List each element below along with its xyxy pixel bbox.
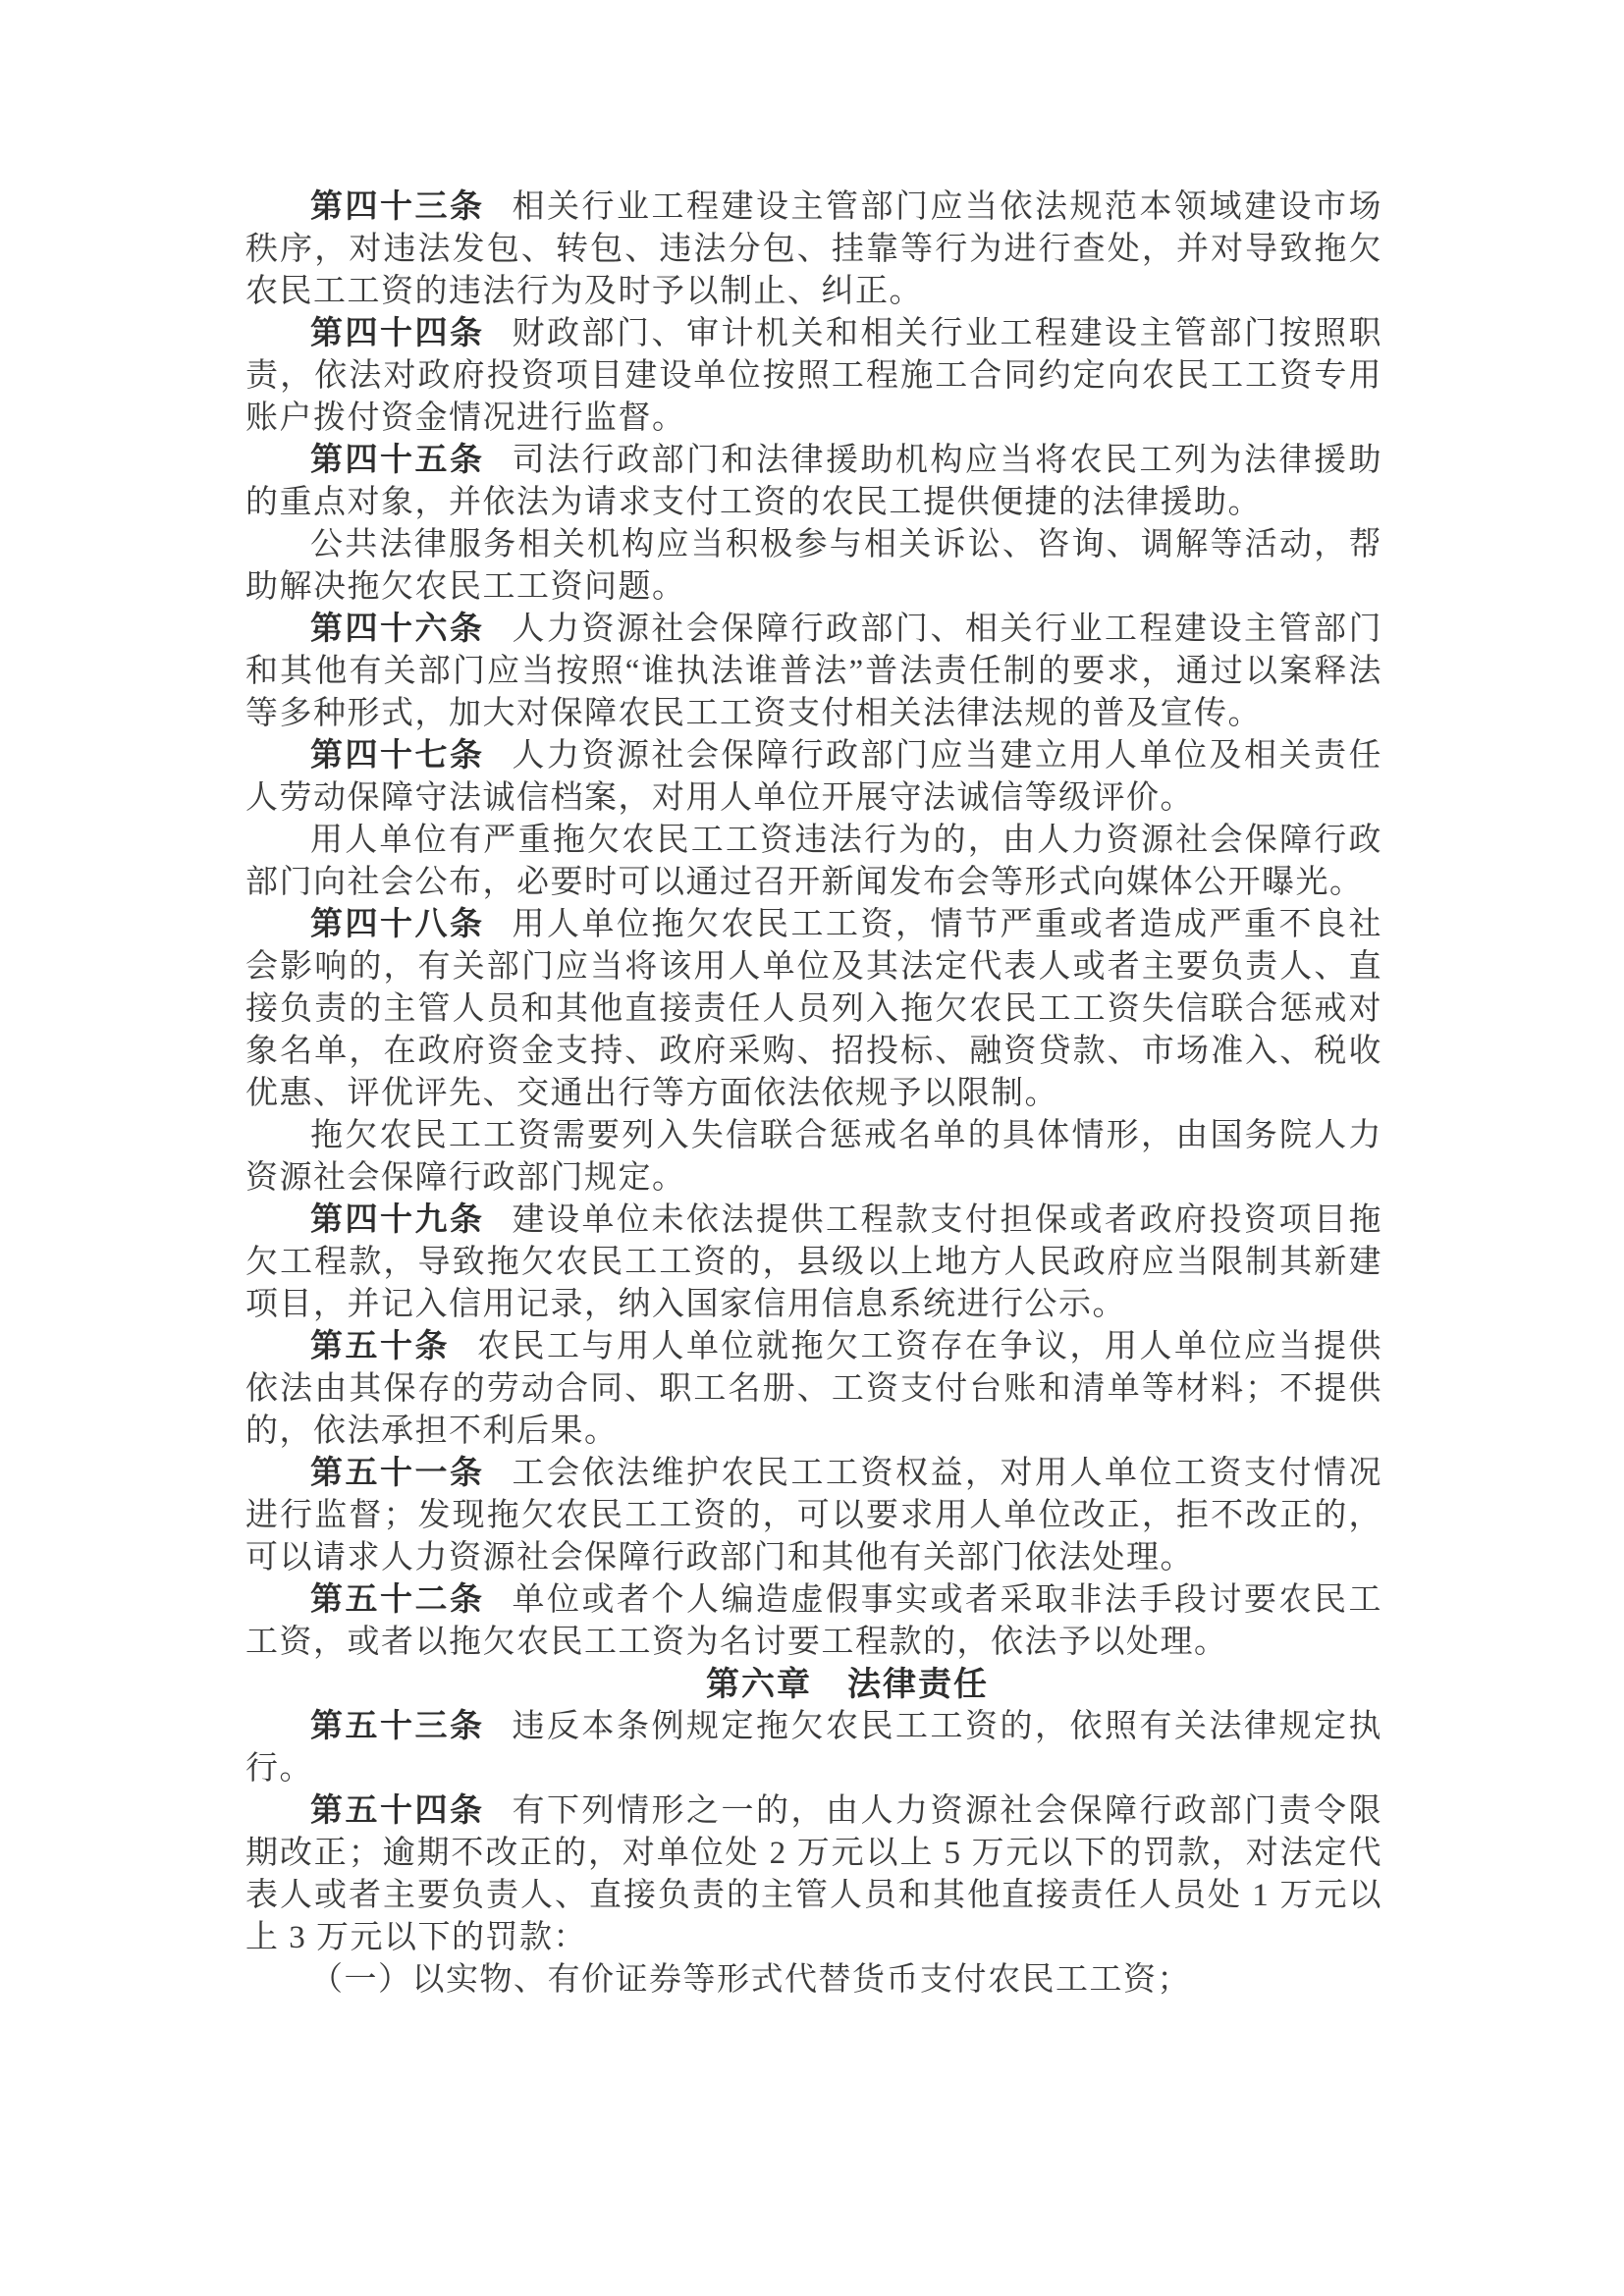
article-text: 司法行政部门和法律援助机构应当将农民工列为法律援助的重点对象，并依法为请求支付工资的农民工提供便捷的法律援助。 <box>245 443 1383 520</box>
article-paragraph <box>245 1790 1382 1959</box>
article-paragraph <box>245 1579 1382 1664</box>
article-paragraph <box>245 1453 1382 1579</box>
article-paragraph <box>245 1326 1382 1453</box>
article-text: 农民工与用人单位就拖欠工资存在争议，用人单位应当提供依法由其保存的劳动合同、职工名册、工资支付台账和清单等材料；不提供的，依法承担不利后果。 <box>245 1329 1383 1449</box>
article-text: （一）以实物、有价证券等形式代替货币支付农民工工资； <box>310 1962 1191 1998</box>
article-paragraph <box>245 609 1382 735</box>
article-paragraph <box>245 1200 1382 1326</box>
article-number: 第四十三条 <box>310 189 485 225</box>
article-text: 相关行业工程建设主管部门应当依法规范本领域建设市场秩序，对违法发包、转包、违法分包、挂靠等行为进行查处，并对导致拖欠农民工工资的违法行为及时予以制止、纠正。 <box>245 189 1383 309</box>
article-text: 人力资源社会保障行政部门、相关行业工程建设主管部门和其他有关部门应当按照“谁执法谁普法”普法责任制的要求，通过以案释法等多种形式，加大对保障农民工工资支付相关法律法规的普及宣传。 <box>245 612 1383 731</box>
article-number: 第四十六条 <box>310 612 485 647</box>
article-paragraph <box>245 440 1382 524</box>
article-number: 第四十四条 <box>310 316 485 351</box>
article-text: 财政部门、审计机关和相关行业工程建设主管部门按照职责，依法对政府投资项目建设单位按照工程施工合同约定向农民工工资专用账户拨付资金情况进行监督。 <box>245 316 1383 436</box>
article-paragraph <box>245 524 1382 609</box>
chapter-heading: 第六章 法律责任 <box>706 1667 989 1703</box>
article-text: 建设单位未依法提供工程款支付担保或者政府投资项目拖欠工程款，导致拖欠农民工工资的，县级以上地方人民政府应当限制其新建项目，并记入信用记录，纳入国家信用信息系统进行公示。 <box>245 1202 1383 1322</box>
article-text: 有下列情形之一的，由人力资源社会保障行政部门责令限期改正；逾期不改正的，对单位处 2 万元以上 5 万元以下的罚款，对法定代表人或者主要负责人、直接负责的主管人员和其他直接责任人员处 1 万元以上 3 万元以下的罚款： <box>245 1793 1383 1955</box>
article-number: 第五十二条 <box>310 1582 485 1618</box>
article-paragraph <box>245 313 1382 440</box>
document-body <box>245 187 1382 2002</box>
article-paragraph <box>245 735 1382 820</box>
article-paragraph <box>245 1115 1382 1200</box>
article-text: 违反本条例规定拖欠农民工工资的，依照有关法律规定执行。 <box>245 1709 1383 1787</box>
article-number: 第五十一条 <box>310 1456 485 1491</box>
article-number: 第五十四条 <box>310 1793 485 1829</box>
article-text: 单位或者个人编造虚假事实或者采取非法手段讨要农民工工资，或者以拖欠农民工工资为名讨要工程款的，依法予以处理。 <box>245 1582 1383 1660</box>
article-text: 公共法律服务相关机构应当积极参与相关诉讼、咨询、调解等活动，帮助解决拖欠农民工工资问题。 <box>245 527 1382 605</box>
article-paragraph <box>245 1959 1382 2002</box>
article-number: 第五十三条 <box>310 1709 485 1744</box>
article-text: 人力资源社会保障行政部门应当建立用人单位及相关责任人劳动保障守法诚信档案，对用人单位开展守法诚信等级评价。 <box>245 738 1383 816</box>
article-number: 第五十条 <box>310 1329 450 1364</box>
article-text: 工会依法维护农民工工资权益，对用人单位工资支付情况进行监督；发现拖欠农民工工资的，可以要求用人单位改正，拒不改正的，可以请求人力资源社会保障行政部门和其他有关部门依法处理。 <box>245 1456 1383 1575</box>
article-paragraph <box>245 820 1382 904</box>
article-number: 第四十七条 <box>310 738 485 774</box>
article-paragraph <box>245 187 1382 313</box>
article-paragraph <box>245 904 1382 1115</box>
article-text: 拖欠农民工工资需要列入失信联合惩戒名单的具体情形，由国务院人力资源社会保障行政部门规定。 <box>245 1118 1382 1196</box>
article-text: 用人单位有严重拖欠农民工工资违法行为的，由人力资源社会保障行政部门向社会公布，必要时可以通过召开新闻发布会等形式向媒体公开曝光。 <box>245 823 1382 900</box>
article-number: 第四十九条 <box>310 1202 485 1238</box>
article-number: 第四十五条 <box>310 443 485 478</box>
article-number: 第四十八条 <box>310 907 485 942</box>
article-text: 用人单位拖欠农民工工资，情节严重或者造成严重不良社会影响的，有关部门应当将该用人单位及其法定代表人或者主要负责人、直接负责的主管人员和其他直接责任人员列入拖欠农民工工资失信联合惩戒对象名单，在政府资金支持、政府采购、招投标、融资贷款、市场准入、税收优惠、评优评先、交通出行等方面依法依规予以限制。 <box>245 907 1383 1111</box>
article-paragraph <box>245 1706 1382 1790</box>
